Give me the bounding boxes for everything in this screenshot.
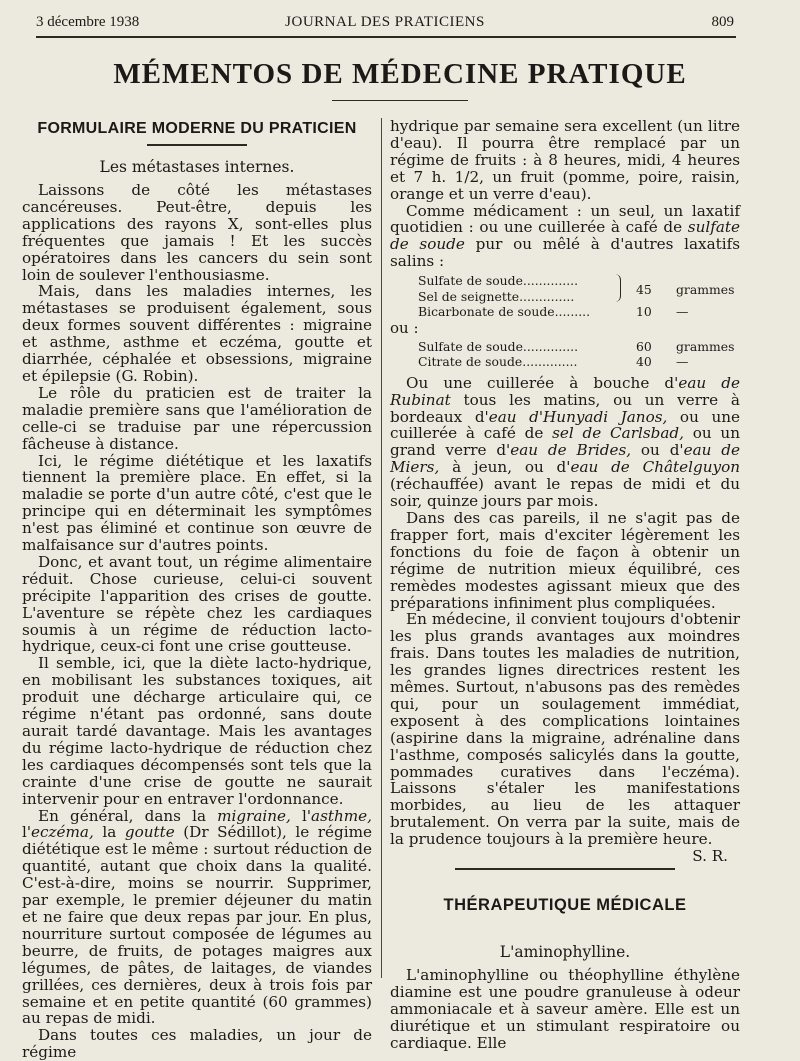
paragraph: hydrique par semaine sera excellent (un litre d'eau). Il pourra être remplacé par un régime de fruits : à 8 heures, midi, 4 heures et 7 h. 1/2, un fruit (pomme, poire, raisin, orange et un verre d'eau). [390,117,740,203]
recipe-alternative: ou : [390,318,419,337]
header-journal-name: JOURNAL DES PRATICIENS [285,14,485,30]
paragraph: Il semble, ici, que la diète lacto-hydrique, en mobilisant les substances toxiques, ait produit une décharge articulaire qui, ce régime n'étant pas ordonné, sans doute aurait tardé davantage. Mais les avantages du régime lacto-hydrique de réduction chez les cardiaques décompensés sont tels que la crainte d'une crise de goutte ne saurait intervenir pour en entraver l'ordonnance. [22,654,372,808]
recipe-row: Sulfate de soude.............. 60 grammes [418,338,735,354]
right-column [390,118,740,1052]
recipe-row: Sel de seignette.............. 45 grammes [418,281,735,304]
left-column [22,120,372,1061]
paragraph: Dans toutes ces maladies, un jour de régime [22,1026,372,1061]
paragraph: Ou une cuillerée à bouche d'eau de Rubinat tous les matins, ou un verre à bordeaux d'eau d'Hunyadi Janos, ou une cuillerée à café de sel de Carlsbad, ou un grand verre d'eau de Brides, ou d'eau de Miers, à jeun, ou d'eau de Châtelguyon (réchauffée) avant le repas de midi et du soir, quinze jours par mois. [390,373,740,511]
signature: S. R. [692,847,728,866]
section-rule [455,868,675,870]
recipe-table [390,273,740,370]
therapeutique-subheading: L'aminophylline. [499,943,631,962]
recipe-group [390,273,740,320]
paragraph: Comme médicament : un seul, un laxatif quotidien : ou une cuillerée à café de sulfate de soude pur ou mêlé à d'autres laxatifs salins : [390,201,741,271]
recipe-row: Sulfate de soude.............. [418,273,579,289]
section-rule [147,144,247,146]
therapeutique-heading: THÉRAPEUTIQUE MÉDICALE [443,896,687,915]
recipe-row: Bicarbonate de soude......... 10 — [418,304,689,320]
paragraph: Laissons de côté les métastases cancéreuses. Peut-être, depuis les applications des rayons X, sont-elles plus fréquentes que jamais ! Et les succès opératoires dans les cancers du sein sont loin de soulever l'enthousiasme. [22,181,372,284]
paragraph: Ici, le régime diététique et les laxatifs tiennent la première place. En effet, si la maladie se porte d'un autre côté, c'est que le principe qui en déterminait les symptômes n'est pas éliminé et continue son œuvre de malfaisance sur d'autres points. [22,451,372,555]
paragraph: Dans des cas pareils, il ne s'agit pas de frapper fort, mais d'exciter légèrement les fonctions du foie de façon à obtenir un régime de nutrition mieux équilibré, ces remèdes modestes agissant mieux que des préparations infiniment plus compliquées. [390,508,740,612]
page-title: MÉMENTOS DE MÉDECINE PRATIQUE [113,58,687,90]
formulaire-heading: FORMULAIRE MODERNE DU PRATICIEN [37,120,357,137]
header-rule [36,36,736,38]
title-rule [332,100,468,101]
paragraph: L'aminophylline ou théophylline éthylène diamine est une poudre granuleuse à odeur ammoniacale et à saveur amère. Elle est un diurétique et un stimulant respiratoire ou cardiaque. Elle [390,966,740,1052]
header-page-number: 809 [711,14,734,30]
formulaire-subheading: Les métastases internes. [99,158,295,176]
paragraph: Donc, et avant tout, un régime alimentaire réduit. Chose curieuse, celui-ci souvent précipite l'apparition des crises de goutte. L'aventure se répète chez les cardiaques soumis à un régime de réduction lacto-hydrique, ceux-ci font une crise goutteuse. [22,552,372,656]
header-date: 3 décembre 1938 [36,14,140,30]
paragraph: Le rôle du praticien est de traiter la maladie première sans que l'amélioration de celle-ci se traduise par une répercussion fâcheuse à distance. [22,383,372,453]
paragraph: En général, dans la migraine, l'asthme, l'eczéma, la goutte (Dr Sédillot), le régime diététique est le même : surtout réduction de quantité, autant que choix dans la qualité. C'est-à-dire, moins se nourrir. Supprimer, par exemple, le premier déjeuner du matin et ne faire que deux repas par jour. En plus, nourriture surtout composée de légumes au beurre, de fruits, de potages maigres aux légumes, de pâtes, de laitages, de viandes grillées, ces dernières, deux à trois fois par semaine et en petite quantité (60 grammes) au repas de midi. [22,806,372,1028]
running-header [36,14,734,36]
recipe-row: Citrate de soude.............. 40 — [418,354,689,370]
paragraph: Mais, dans les maladies internes, les métastases se produisent également, sous deux formes souvent différentes : migraine et asthme, asthme et eczéma, goutte et diarrhée, céphalée et obsessions, migraine et épilepsie (G. Robin). [22,282,372,385]
column-divider [381,118,382,978]
paragraph: En médecine, il convient toujours d'obtenir les plus grands avantages aux moindres frais. Dans toutes les maladies de nutrition, les grandes lignes directrices restent les mêmes. Surtout, n'abusons pas des remèdes qui, pour un soulagement immédiat, exposent à des complications lointaines (aspirine dans la migraine, adrénaline dans l'asthme, composés salicylés dans la goutte, pommades curatives dans l'eczéma). Laissons s'étaler les manifestations morbides, au lieu de les attaquer brutalement. On verra par la suite, mais de la prudence toujours à la première heure. S. R. [390,610,740,866]
